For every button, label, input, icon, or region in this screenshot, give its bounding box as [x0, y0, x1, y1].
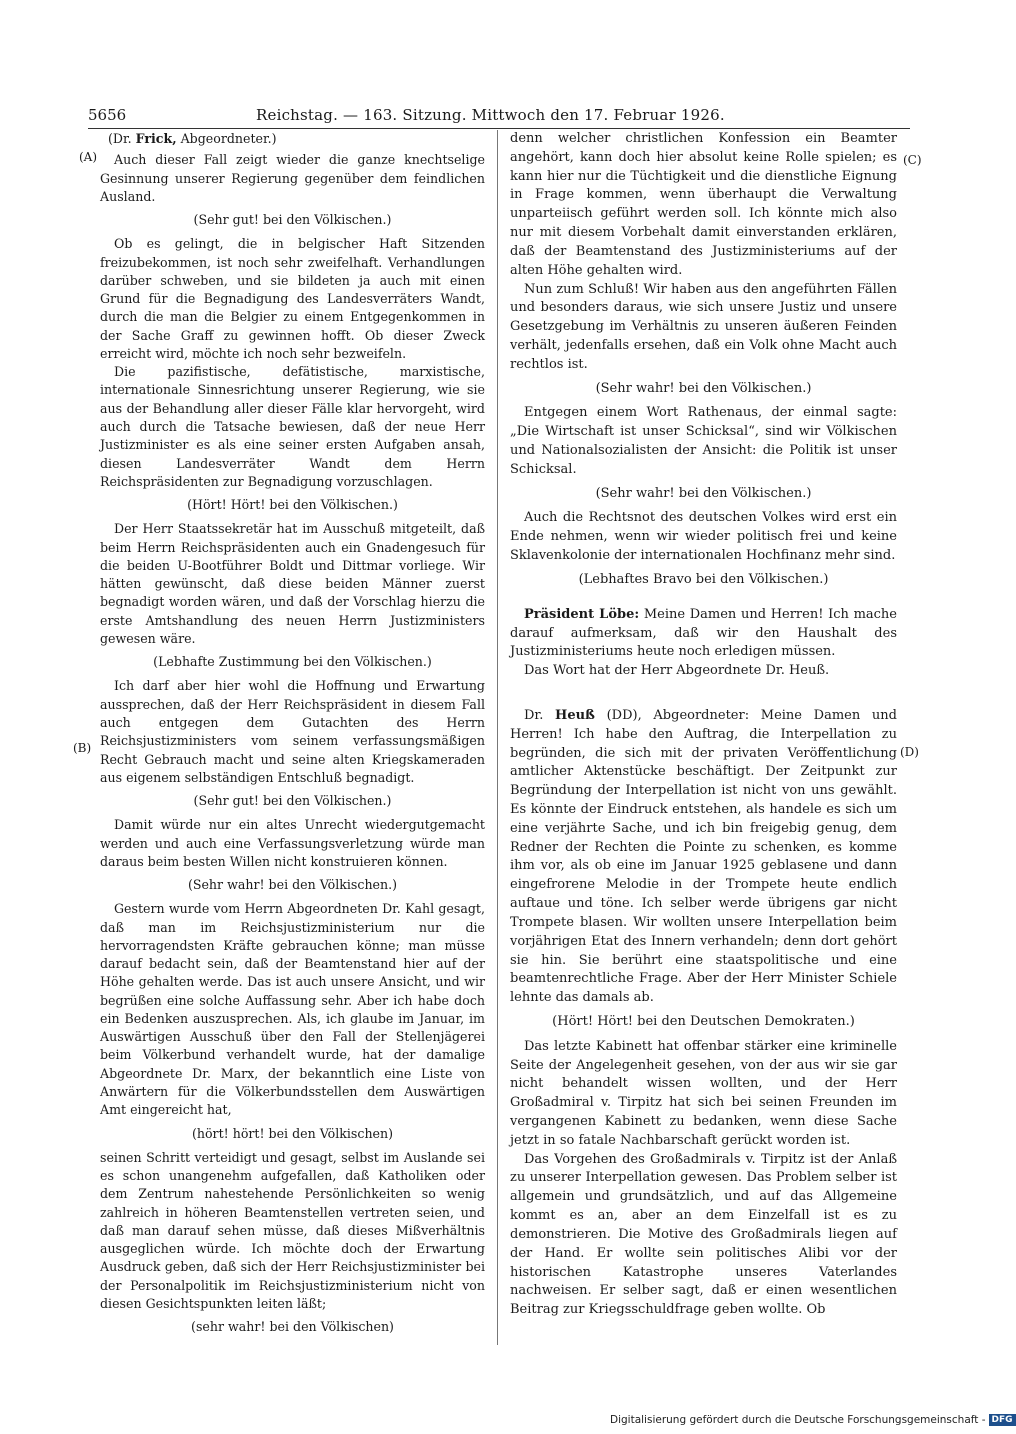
paragraph: Der Herr Staatssekretär hat im Ausschuß mitgeteilt, daß beim Herrn Reichspräsidenten auch ein Gnadengesuch für die beiden U-Bootführer Boldt und Dittmar vorliege. Wir hätten gewünscht, daß diese beiden Männer zuerst begnadigt worden wären, und daß der Vorschlag hierzu die erste Amtshandlung des neuen Herrn Justizministers gewesen wäre.: [100, 521, 485, 646]
paragraph: Nun zum Schluß! Wir haben aus den angeführten Fällen und besonders daraus, wie sich unsere Justiz und unsere Gesetzgebung im Verhältnis zu unseren äußeren Feinden verhält, jedenfalls ersehen, daß ein Volk ohne Macht auch rechtlos ist.: [510, 281, 897, 372]
reaction: (Sehr wahr! bei den Völkischen.): [187, 877, 398, 893]
paragraph: Das Vorgehen des Großadmirals v. Tirpitz ist der Anlaß zu unserer Interpellation gewesen. Das Problem selber ist allgemein und grundsätzlich, und auf das Allgemeine kommt es an, aber an dem Einzelfall ist es zu demonstrieren. Die Motive des Großadmirals liegen auf der Hand. Er wollte sein politisches Alibi vor der historischen Katastrophe unseres Vaterlandes nachweisen. Er selber sagt, daß er einen wesentlichen Beitrag zur Kriegsschuldfrage geben wollte. Ob: [510, 1151, 897, 1318]
paragraph: Entgegen einem Wort Rathenaus, der einmal sagte: „Die Wirtschaft ist unser Schicksal“, sind wir Völkischen und Nationalsozialisten der Ansicht: die Politik ist unser Schicksal.: [510, 405, 897, 477]
left-column: [100, 130, 485, 1342]
column-divider: [497, 130, 498, 1345]
reaction: (Sehr wahr! bei den Völkischen.): [595, 380, 812, 396]
reaction: (hört! hört! bei den Völkischen): [191, 1125, 394, 1141]
reaction: (Lebhafte Zustimmung bei den Völkischen.): [153, 654, 432, 670]
speaker-name: Präsident Löbe:: [524, 606, 640, 622]
reaction: (Sehr gut! bei den Völkischen.): [193, 793, 392, 809]
margin-mark-d: (D): [900, 745, 919, 759]
heuss-speech: Dr. Heuß (DD), Abgeordneter: Meine Damen und Herren! Ich habe den Auftrag, die Interpellation zu begründen, die sich mit der privaten Veröffentlichung amtlicher Aktenstücke beschäftigt. Der Zeitpunkt zur Begründung der Interpellation ist nicht von uns gewählt. Es könnte der Eindruck entstehen, als handele es sich um eine verjährte Sache, und ich bin freigebig genug, dem Redner der Rechten die Pointe zu schenken, es komme ihm vor, als ob eine im Januar 1925 geblasene und dann eingefrorene Melodie in der Trompete heute endlich auftaue und töne. Ich selber werde übrigens gar nicht Trompete blasen. Wir wollten unsere Interpellation beim vorjährigen Etat des Innern verhandeln; denn dort gehört sie hin. Sie berührt eine staatspolitische und eine beamtenrechtliche Frage. Aber der Herr Minister Schiele lehnte das damals ab.: [510, 707, 897, 1006]
paragraph: Das Wort hat der Herr Abgeordnete Dr. Heuß.: [524, 663, 830, 679]
paragraph: Ich darf aber hier wohl die Hoffnung und Erwartung aussprechen, daß der Herr Reichspräsident in diesem Fall auch entgegen dem Gutachten des Herrn Reichsjustizministers vom seinem verfassungsmäßigen Recht Gebrauch macht und seine alten Kriegskameraden aus eigenem selbständigen Entschluß begnadigt.: [100, 678, 485, 785]
page-header: [88, 106, 910, 128]
running-title: Reichstag. — 163. Sitzung. Mittwoch den 17. Februar 1926.: [256, 106, 725, 124]
speaker-intro: (Dr. Frick, Abgeordneter.): [108, 131, 277, 146]
margin-mark-a: (A): [79, 150, 98, 164]
reaction: (Sehr gut! bei den Völkischen.): [193, 212, 392, 228]
paragraph: Gestern wurde vom Herrn Abgeordneten Dr. Kahl gesagt, daß man im Reichsjustizministerium nur die hervorragendsten Kräfte gebrauchen könne; man müsse darauf bedacht sein, daß der Beamtenstand hier auf der Höhe gehalten werde. Das ist auch unsere Ansicht, und wir begrüßen eine solche Auffassung sehr. Aber ich habe doch ein Bedenken auszusprechen. Als, ich glaube im Januar, im Auswärtigen Ausschuß über den Fall der Stellenjägerei beim Völkerbund verhandelt wurde, hat der damalige Abgeordnete Dr. Marx, der bekanntlich eine Liste von Anwärtern für die Völkerbundsstellen dem Auswärtigen Amt eingereicht hat,: [100, 901, 485, 1118]
president-statement: Präsident Löbe: Meine Damen und Herren! Ich mache darauf aufmerksam, daß wir den Haushalt des Justizministeriums heute noch erledigen müssen.: [510, 606, 897, 660]
reaction: (sehr wahr! bei den Völkischen): [191, 1319, 394, 1335]
speaker-name: Heuß: [555, 707, 595, 723]
header-rule: [88, 128, 910, 129]
margin-mark-c: (C): [903, 153, 922, 167]
page-number: 5656: [88, 106, 127, 124]
footer: [610, 1414, 1013, 1430]
reaction: (Lebhaftes Bravo bei den Völkischen.): [578, 571, 829, 587]
paragraph: Damit würde nur ein altes Unrecht wiedergutgemacht werden und auch eine Verfassungsverletzung würde man daraus beim besten Willen nicht konstruieren können.: [100, 817, 485, 869]
right-column: [510, 130, 897, 1320]
paragraph: seinen Schritt verteidigt und gesagt, selbst im Auslande sei es schon unangenehm aufgefallen, daß Katholiken oder dem Zentrum nahestehende Persönlichkeiten so wenig zahlreich in höheren Beamtenstellen vertreten seien, und daß man darauf sehen müsse, daß dieses Mißverhältnis ausgeglichen würde. Ich möchte doch der Erwartung Ausdruck geben, daß sich der Herr Reichsjustizminister bei der Personalpolitik im Reichsjustizministerium nicht von diesen Gesichtspunkten leiten läßt;: [100, 1149, 485, 1311]
paragraph: Auch die Rechtsnot des deutschen Volkes wird erst ein Ende nehmen, wenn wir wieder politisch frei und keine Sklavenkolonie der internationalen Hochfinanz mehr sind.: [510, 510, 897, 564]
paragraph: Das letzte Kabinett hat offenbar stärker eine kriminelle Seite der Angelegenheit gesehen, von der aus wir sie gar nicht behandelt wissen wollten, und der Herr Großadmiral v. Tirpitz hat sich bei seinen Freunden im vergangenen Kabinett zu bedanken, wenn diese Sache jetzt in so fatale Nachbarschaft gerückt worden ist.: [510, 1038, 897, 1148]
margin-mark-b: (B): [73, 741, 92, 755]
speaker-name: Frick,: [135, 131, 177, 146]
paragraph: Ob es gelingt, die in belgischer Haft Sitzenden freizubekommen, ist noch sehr zweifelhaft. Verhandlungen darüber schweben, und sie bildeten ja auch mit einen Grund für die Begnadigung des Landesverräters Wandt, durch die man die Belgier zu einem Entgegenkommen in der Sache Graff zu gewinnen hofft. Ob dieser Zweck erreicht wird, möchte ich noch sehr bezweifeln.: [100, 236, 485, 361]
reaction: (Hört! Hört! bei den Völkischen.): [187, 497, 398, 513]
paragraph: Auch dieser Fall zeigt wieder die ganze knechtselige Gesinnung unserer Regierung gegenüber dem feindlichen Ausland.: [100, 152, 485, 204]
footer-text: Digitalisierung gefördert durch die Deutsche Forschungsgemeinschaft -: [610, 1414, 986, 1426]
reaction: (Hört! Hört! bei den Deutschen Demokraten.): [552, 1013, 855, 1029]
reaction: (Sehr wahr! bei den Völkischen.): [595, 485, 812, 501]
paragraph: Die pazifistische, defätistische, marxistische, internationale Sinnesrichtung unserer Regierung, wie sie aus der Behandlung aller dieser Fälle klar hervorgeht, wird auch durch die Tatsache bewiesen, daß der neue Herr Justizminister es als eine seiner ersten Aufgaben ansah, diesen Landesverräter Wandt dem Herrn Reichspräsidenten zur Begnadigung vorzuschlagen.: [100, 364, 485, 489]
paragraph: denn welcher christlichen Konfession ein Beamter angehört, kann doch hier absolut keine Rolle spielen; es kann hier nur die Tüchtigkeit und die dienstliche Eignung in Frage kommen, wenn überhaupt die Verwaltung unparteiisch geführt werden soll. Ich könnte mich also nur mit diesem Vorbehalt damit einverstanden erklären, daß der Beamtenstand des Justizministeriums auf der alten Höhe gehalten wird.: [510, 131, 897, 278]
dfg-logo: DFG: [989, 1414, 1016, 1426]
